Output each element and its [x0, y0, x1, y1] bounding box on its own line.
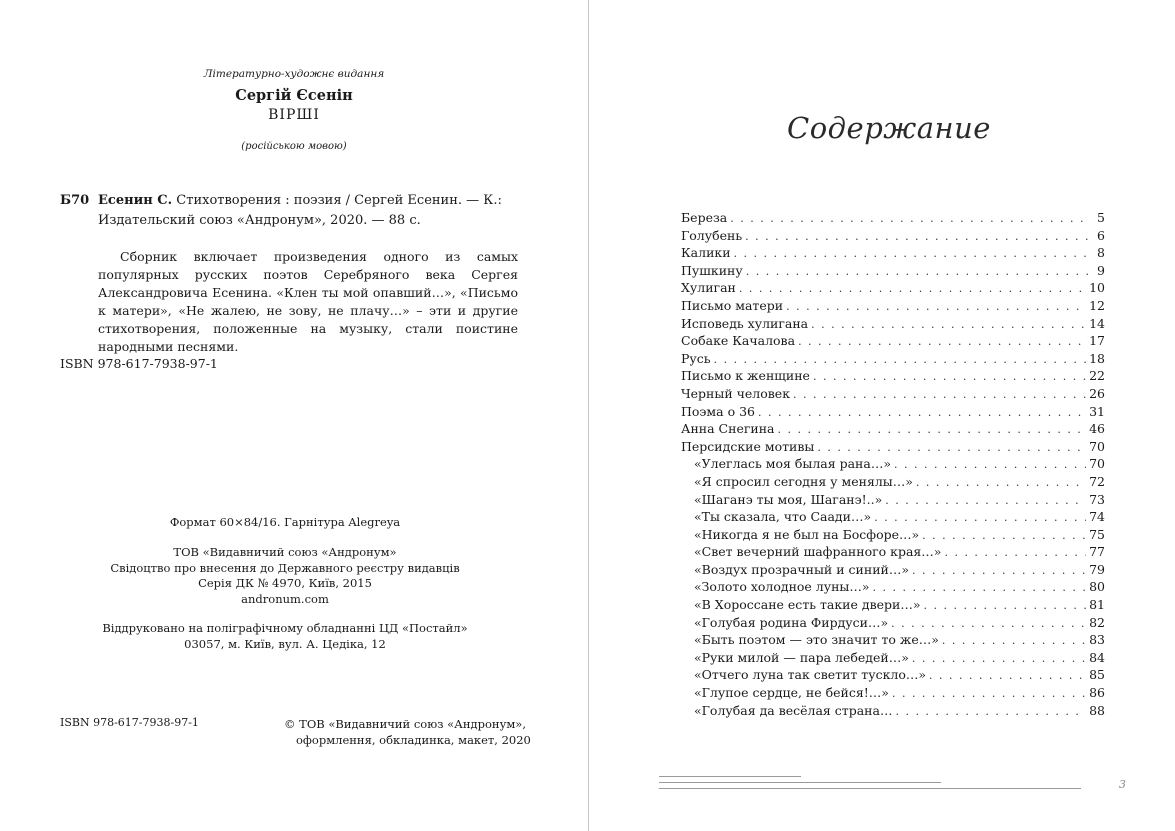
toc-leader-dots — [873, 579, 1087, 597]
toc-entry — [681, 666, 1105, 684]
toc-entry — [681, 367, 1105, 385]
publisher-line: Серія ДК № 4970, Київ, 2015 — [198, 576, 372, 590]
toc-leader-dots — [793, 386, 1086, 404]
toc-entry-page: 81 — [1089, 597, 1105, 613]
toc-entry-page: 22 — [1089, 368, 1105, 384]
toc-entry-title: Пушкину — [681, 262, 743, 278]
publisher-website: andronum.com — [241, 591, 329, 606]
toc-entry — [681, 227, 1105, 245]
biblio-rest: Стихотворения : поэзия / Сергей Есенин. — К.: Издательский союз «Андронум», 2020. — 88 с. — [98, 193, 502, 228]
annotation: Сборник включает произведения одного из самых популярных русских поэтов Серебряного века Сергея Александровича Есенина. «Клен ты мой опавший…», «Письмо к матери», «Не жалею, не зову, не плачу…» – эти и другие стихотворения, положенные на музыку, стали поистине народными песнями. — [98, 249, 518, 354]
toc-entry-page: 5 — [1097, 210, 1105, 225]
toc-entry — [681, 473, 1105, 491]
toc-leader-dots — [813, 368, 1086, 386]
toc-leader-dots — [916, 474, 1086, 492]
toc-entry-title: Письмо к женщине — [681, 368, 810, 384]
footer-rule — [659, 776, 801, 777]
toc-entry-page: 26 — [1089, 385, 1105, 401]
toc-entry-page: 84 — [1089, 649, 1105, 665]
toc-entry-page: 70 — [1089, 456, 1105, 472]
toc-entry-page: 12 — [1089, 297, 1105, 313]
toc-entry-title: «Отчего луна так светит тускло…» — [694, 667, 926, 683]
toc-entry-title: «Голубая родина Фирдуси…» — [694, 614, 889, 630]
copyright-line: оформлення, обкладинка, макет, 2020 — [296, 733, 531, 747]
author-name: Сергій Єсенін — [235, 87, 353, 104]
printer-block — [0, 621, 570, 652]
toc-entry — [681, 262, 1105, 280]
isbn: ISBN 978-617-7938-97-1 — [60, 356, 218, 371]
toc-leader-dots — [942, 632, 1086, 650]
toc-entry — [681, 614, 1105, 632]
footer-rule — [659, 788, 1081, 789]
toc-entry-page: 6 — [1097, 227, 1105, 243]
toc-entry-page: 17 — [1089, 333, 1105, 349]
toc-entry-title: Анна Снегина — [681, 421, 775, 437]
publisher-line: Свідоцтво про внесення до Державного реєстру видавців — [110, 560, 460, 575]
toc-entry-page: 75 — [1089, 526, 1105, 542]
toc-entry-page: 86 — [1089, 685, 1105, 701]
footer-rule — [659, 782, 941, 783]
toc-entry-page: 31 — [1089, 403, 1105, 419]
toc-entry-page: 9 — [1097, 262, 1105, 278]
printer-line: 03057, м. Київ, вул. А. Цедіка, 12 — [184, 636, 386, 651]
toc-entry-page: 14 — [1089, 315, 1105, 331]
toc-leader-dots — [778, 421, 1087, 439]
printer-line: Віддруковано на поліграфічному обладнанні ЦД «Постайл» — [102, 621, 468, 635]
toc-leader-dots — [894, 456, 1086, 474]
toc-entry-page: 83 — [1089, 632, 1105, 648]
toc-entry — [681, 702, 1105, 720]
toc-entry-page: 46 — [1089, 421, 1105, 437]
toc-entry-page: 70 — [1089, 438, 1105, 454]
toc-leader-dots — [745, 228, 1088, 246]
toc-entry — [681, 631, 1105, 649]
publisher-block — [0, 545, 570, 607]
toc-entry-title: Исповедь хулигана — [681, 315, 809, 331]
imprint-type: Літературно-художнє видання — [203, 68, 385, 80]
toc-entry-title: «Золото холодное луны…» — [694, 579, 870, 595]
toc-leader-dots — [895, 703, 1086, 721]
toc-leader-dots — [746, 263, 1088, 281]
toc-entry — [681, 578, 1105, 596]
book-title: ВІРШІ — [268, 107, 320, 123]
toc-entry-page: 82 — [1089, 614, 1105, 630]
toc-entry — [681, 420, 1105, 438]
toc-leader-dots — [734, 245, 1088, 263]
format-line: Формат 60×84/16. Гарнітура Alegreya — [169, 515, 401, 529]
toc-entry-title: Персидские мотивы — [681, 438, 815, 454]
toc-entry — [681, 649, 1105, 667]
toc-entry-page: 85 — [1089, 667, 1105, 683]
toc-entry — [681, 350, 1105, 368]
toc-entry-page: 79 — [1089, 561, 1105, 577]
toc-entry-title: Письмо матери — [681, 297, 784, 313]
toc-entry-title: «Быть поэтом — это значит то же…» — [694, 632, 939, 648]
toc-leader-dots — [739, 280, 1086, 298]
toc-leader-dots — [885, 492, 1086, 510]
toc-entry — [681, 244, 1105, 262]
toc-entry — [681, 438, 1105, 456]
toc-leader-dots — [892, 685, 1086, 703]
toc-entry-page: 88 — [1089, 702, 1105, 718]
biblio-text — [98, 191, 530, 231]
toc-entry — [681, 561, 1105, 579]
copyright-line: © ТОВ «Видавничий союз «Андронум», — [284, 717, 526, 731]
toc-entry — [681, 491, 1105, 509]
toc-entry — [681, 596, 1105, 614]
toc-entry — [681, 403, 1105, 421]
toc-entry-title: «Ты сказала, что Саади…» — [694, 509, 872, 525]
toc-entry-title: Хулиган — [681, 280, 736, 296]
toc-title: Содержание — [787, 111, 991, 145]
toc-entry-page: 73 — [1089, 491, 1105, 507]
toc-leader-dots — [874, 509, 1086, 527]
toc-entry — [681, 684, 1105, 702]
biblio-code: Б70 — [60, 193, 90, 208]
toc-entry — [681, 209, 1105, 227]
toc-entry-title: Поэма о 36 — [681, 403, 755, 419]
toc-entry-page: 8 — [1097, 245, 1105, 261]
toc-entry-title: «Глупое сердце, не бейся!…» — [694, 685, 889, 701]
toc-leader-dots — [891, 615, 1086, 633]
toc-entry — [681, 279, 1105, 297]
toc-leader-dots — [730, 210, 1088, 228]
isbn-bottom: ISBN 978-617-7938-97-1 — [60, 716, 199, 729]
language-note: (російською мовою) — [241, 141, 347, 152]
biblio-head: Есенин С. — [98, 193, 173, 208]
toc-entry — [681, 508, 1105, 526]
toc-entry-title: «Улеглась моя былая рана…» — [694, 456, 891, 472]
toc-entry-page: 72 — [1089, 473, 1105, 489]
toc-entry — [681, 455, 1105, 473]
toc-entry-title: Собаке Качалова — [681, 333, 796, 349]
toc-entry — [681, 543, 1105, 561]
toc-entry-title: Голубень — [681, 227, 743, 243]
toc-leader-dots — [817, 439, 1086, 457]
toc-leader-dots — [944, 544, 1086, 562]
toc-leader-dots — [929, 667, 1086, 685]
toc-entry — [681, 385, 1105, 403]
toc-entry-page: 80 — [1089, 579, 1105, 595]
toc-entry-title: «Руки милой — пара лебедей…» — [694, 649, 909, 665]
toc-entry-title: Береза — [681, 210, 728, 225]
toc-leader-dots — [798, 333, 1086, 351]
toc-entry-page: 18 — [1089, 350, 1105, 366]
toc-leader-dots — [714, 351, 1087, 369]
toc-entry — [681, 526, 1105, 544]
toc-entry-page: 74 — [1089, 509, 1105, 525]
toc-leader-dots — [912, 650, 1086, 668]
toc-entry-title: Черный человек — [681, 385, 791, 401]
toc-entry-title: «Я спросил сегодня у менялы…» — [694, 473, 913, 489]
toc-entry-title: «Голубая да весёлая страна… — [694, 702, 893, 718]
page-number: 3 — [1119, 778, 1126, 791]
toc-entry-title: Калики — [681, 245, 731, 261]
toc-leader-dots — [924, 597, 1087, 615]
toc-leader-dots — [912, 562, 1086, 580]
toc-entry-title: «Свет вечерний шафранного края…» — [694, 544, 942, 560]
toc-leader-dots — [922, 527, 1086, 545]
toc-entry — [681, 315, 1105, 333]
toc-entry-page: 77 — [1089, 544, 1105, 560]
toc-entry-title: «Никогда я не был на Босфоре…» — [694, 526, 920, 542]
table-of-contents — [681, 209, 1105, 719]
toc-entry-title: Русь — [681, 350, 711, 366]
toc-leader-dots — [811, 316, 1086, 334]
toc-leader-dots — [758, 404, 1086, 422]
bibliographic-record — [60, 191, 530, 231]
toc-entry-page: 10 — [1089, 280, 1105, 296]
toc-entry — [681, 332, 1105, 350]
right-page — [589, 0, 1175, 831]
toc-entry-title: «Воздух прозрачный и синий…» — [694, 561, 910, 577]
toc-entry — [681, 297, 1105, 315]
publisher-line: ТОВ «Видавничий союз «Андронум» — [173, 545, 397, 559]
toc-leader-dots — [786, 298, 1086, 316]
copyright-block — [284, 716, 531, 748]
toc-entry-title: «Шаганэ ты моя, Шаганэ!..» — [694, 491, 883, 507]
toc-entry-title: «В Хороссане есть такие двери…» — [694, 597, 921, 613]
